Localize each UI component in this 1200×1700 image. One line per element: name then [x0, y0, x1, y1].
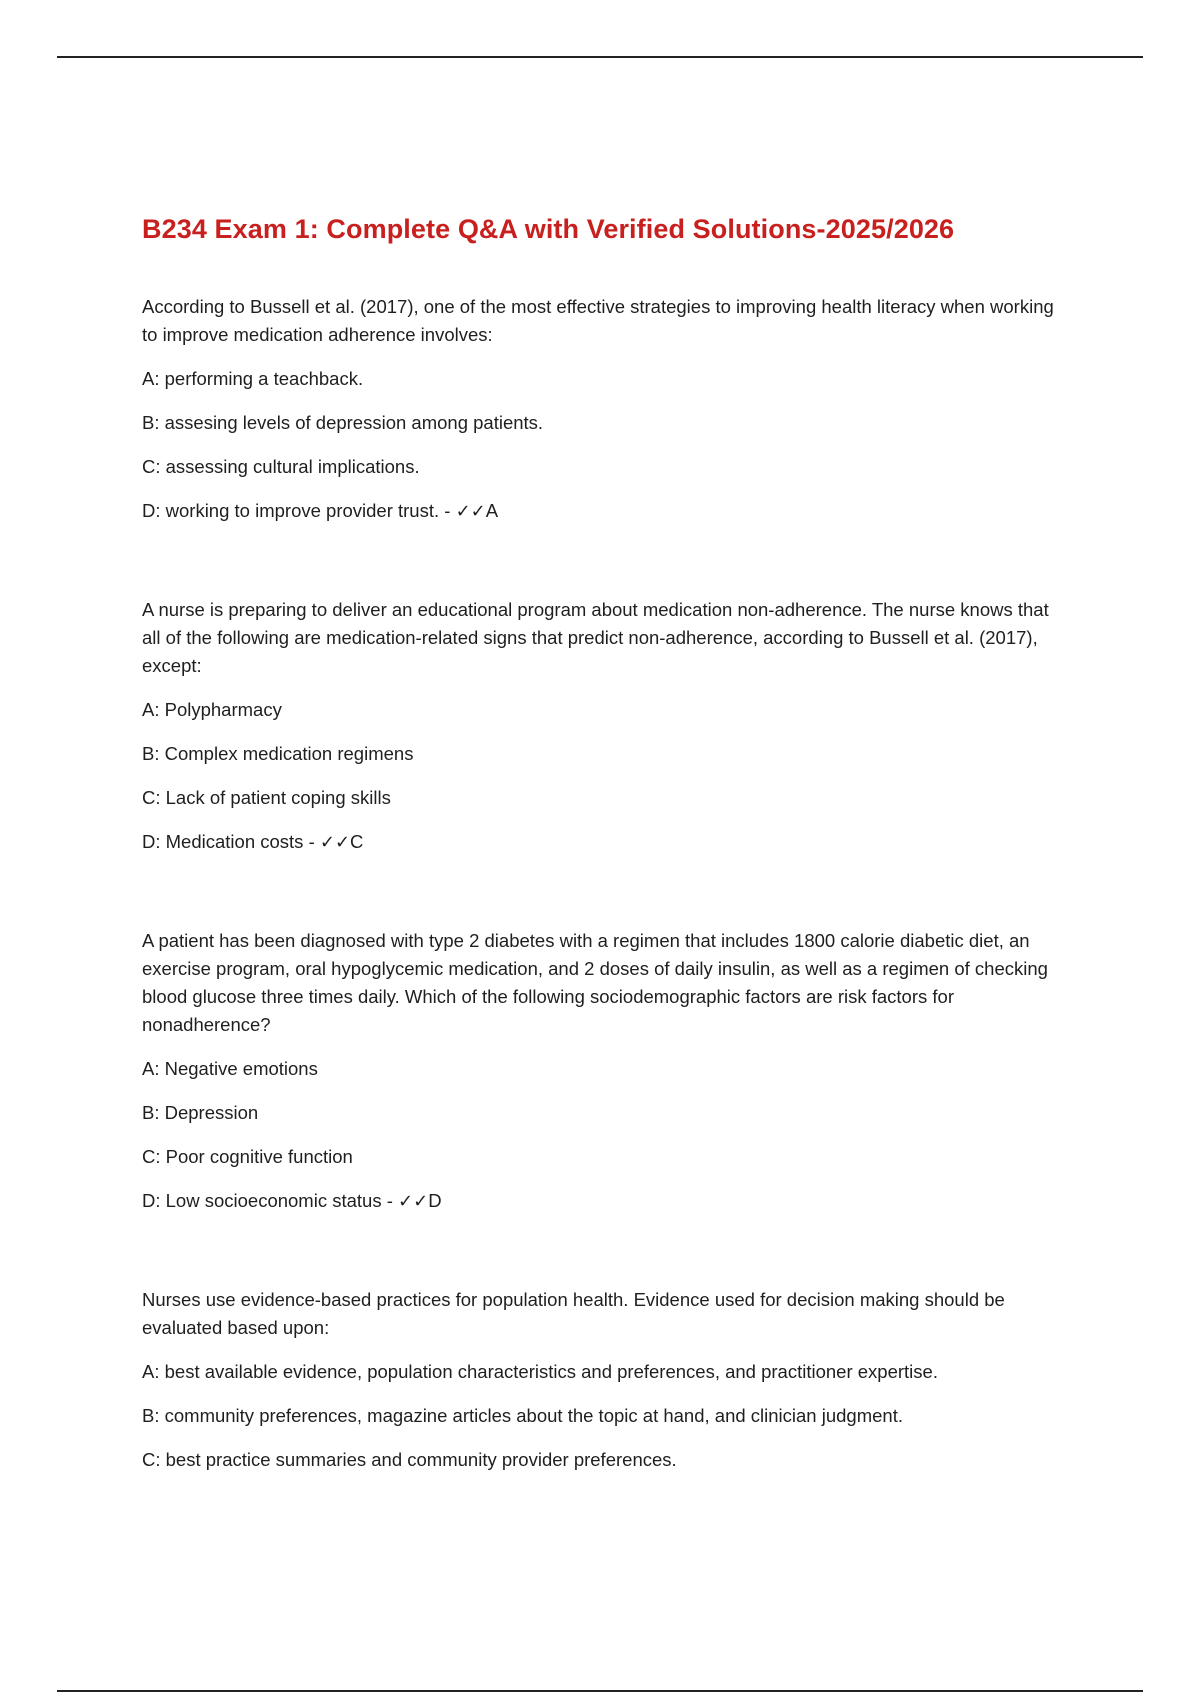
option-a: A: Polypharmacy	[142, 699, 282, 720]
option-a: A: performing a teachback.	[142, 368, 364, 389]
header-rule	[57, 56, 1143, 58]
option-d: D: working to improve provider trust. -	[142, 500, 456, 521]
document-title: B234 Exam 1: Complete Q&A with Verified Solutions-2025/2026	[142, 214, 955, 244]
question-block	[142, 293, 1072, 526]
option-c: C: Poor cognitive function	[142, 1146, 353, 1167]
option-d-with-answer	[142, 828, 1072, 857]
option-b: B: community preferences, magazine articles about the topic at hand, and clinician judgment.	[142, 1405, 903, 1426]
question-text: Nurses use evidence-based practices for population health. Evidence used for decision making should be evaluated based upon:	[142, 1289, 1005, 1338]
question-block	[142, 1286, 1072, 1474]
check-mark-icon: ✓✓	[319, 832, 351, 853]
question-block	[142, 927, 1072, 1216]
option-a: A: Negative emotions	[142, 1058, 318, 1079]
question-text: According to Bussell et al. (2017), one of the most effective strategies to improving health literacy when working to improve medication adherence involves:	[142, 296, 1054, 345]
question-text: A nurse is preparing to deliver an educational program about medication non-adherence. The nurse knows that all of the following are medication-related signs that predict non-adherence, according to Bussell et al. (2017), except:	[142, 599, 1049, 676]
check-mark-icon: ✓✓	[398, 1191, 429, 1212]
option-a: A: best available evidence, population characteristics and preferences, and practitioner expertise.	[142, 1361, 938, 1382]
answer-letter: D	[428, 1190, 442, 1211]
footer-rule	[57, 1690, 1143, 1692]
question-text: A patient has been diagnosed with type 2 diabetes with a regimen that includes 1800 calorie diabetic diet, an exercise program, oral hypoglycemic medication, and 2 doses of daily insulin, as well as a regimen of checking blood glucose three times daily. Which of the following sociodemographic factors are risk factors for nonadherence?	[142, 930, 1048, 1035]
option-c: C: best practice summaries and community provider preferences.	[142, 1449, 677, 1470]
answer-letter: A	[485, 500, 499, 521]
option-b: B: Depression	[142, 1102, 259, 1123]
question-block	[142, 596, 1072, 857]
answer-letter: C	[350, 831, 364, 852]
option-b: B: Complex medication regimens	[142, 743, 414, 764]
document-body	[142, 214, 1072, 1490]
option-d-with-answer	[142, 497, 1072, 526]
option-d: D: Medication costs -	[142, 831, 320, 852]
check-mark-icon: ✓✓	[455, 501, 486, 522]
option-d: D: Low socioeconomic status -	[142, 1190, 399, 1211]
option-b: B: assesing levels of depression among patients.	[142, 412, 544, 433]
option-d-with-answer	[142, 1187, 1072, 1216]
option-c: C: assessing cultural implications.	[142, 456, 420, 477]
option-c: C: Lack of patient coping skills	[142, 787, 391, 808]
